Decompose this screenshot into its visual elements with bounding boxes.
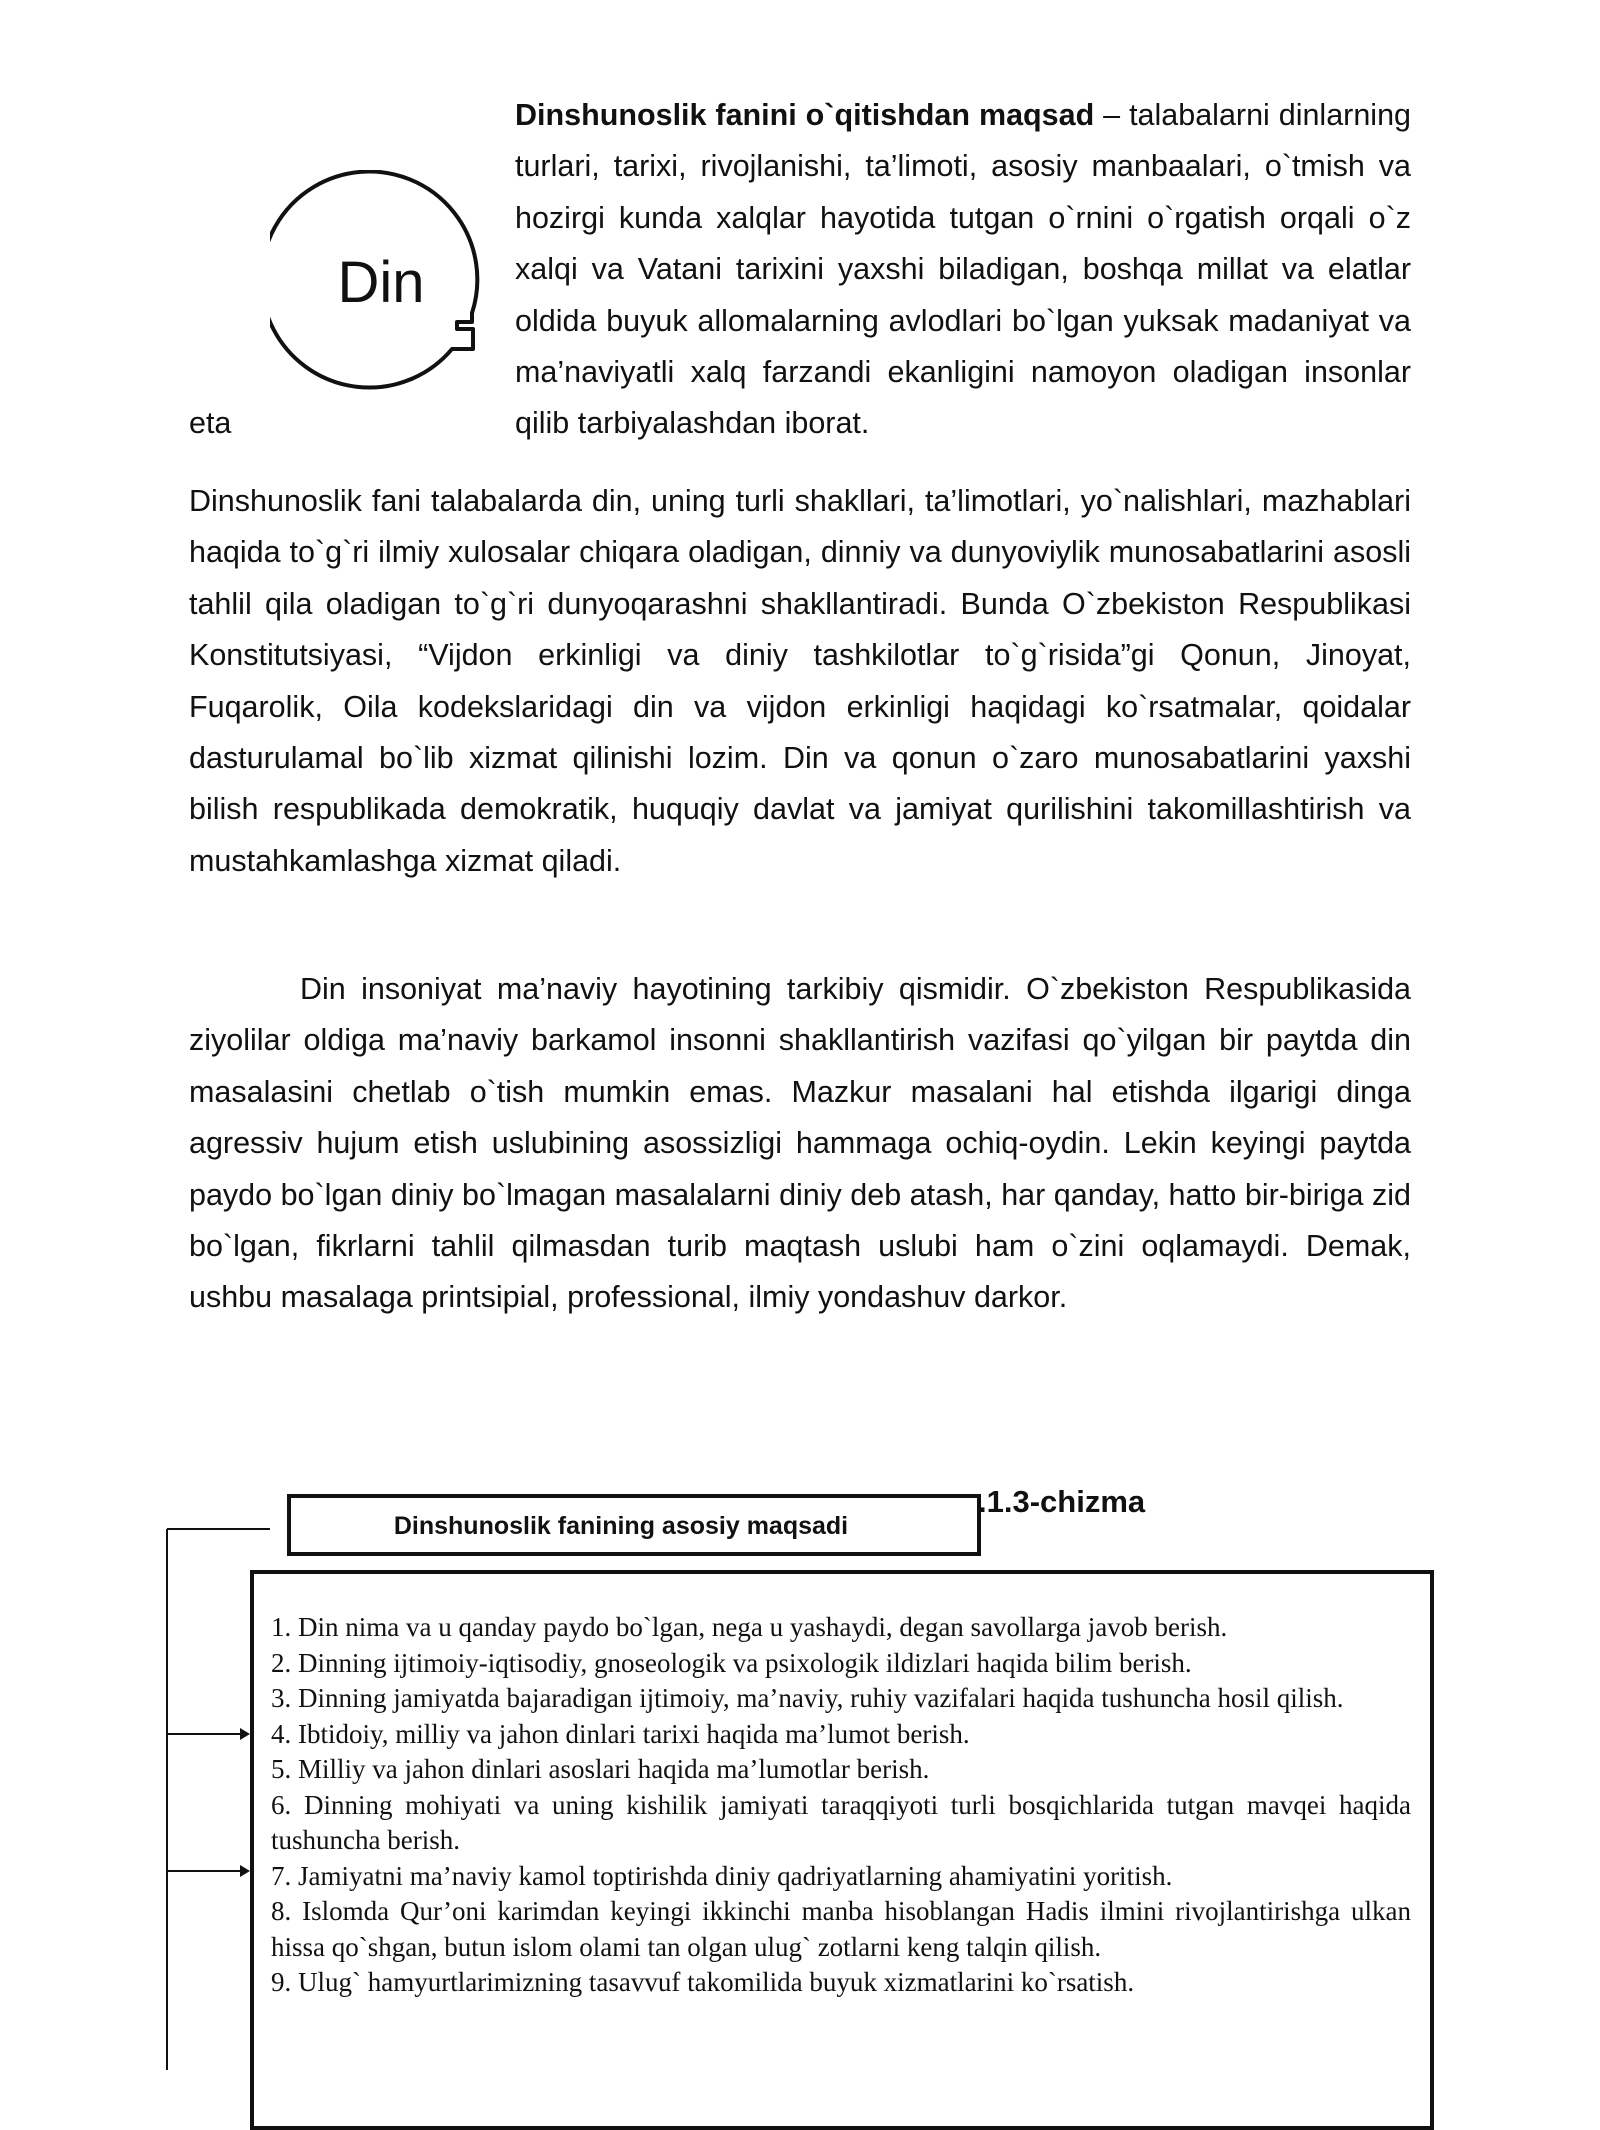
goal-list-item: 5. Milliy va jahon dinlari asoslari haqida ma’lumotlar berish. bbox=[271, 1754, 930, 1784]
paragraph-3: Din insoniyat ma’naviy hayotining tarkibiy qismidir. O`zbekiston Respublikasida ziyolilar oldiga ma’naviy barkamol insonni shakllantirish vazifasi qo`yilgan bir paytda din masalasini chetlab o`tish mumkin emas. Mazkur masalani hal etishda ilgarigi dinga agressiv hujum etish uslubining asossizligi hammaga ochiq-oydin. Lekin keyingi paytda paydo bo`lgan diniy bo`lmagan masalalarni diniy deb atash, har qanday, hatto bir-biriga zid bo`lgan, fikrlarni tahlil qilmasdan turib maqtash uslubi ham o`zini oqlamaydi. Demak, ushbu masalaga printsipial, professional, ilmiy yondashuv darkor. bbox=[189, 972, 1411, 1315]
paragraph-2: Dinshunoslik fani talabalarda din, uning turli shakllari, ta’limotlari, yo`nalishlari, mazhablari haqida to`g`ri ilmiy xulosalar chiqara oladigan, dinniy va dunyoviylik munosabatlarini asosli tahlil qila oladigan to`g`ri dunyoqarashni shakllantiradi. Bunda O`zbekiston Respublikasi Konstitutsiyasi, “Vijdon erkinligi va diniy tashkilotlar to`g`risida”gi Qonun, Jinoyat, Fuqarolik, Oila kodekslaridagi din va vijdon erkinligi haqidagi ko`rsatmalar, qoidalar dasturulamal bo`lib xizmat qilinishi lozim. Din va qonun o`zaro munosabatlarini yaxshi bilish respublikada demokratik, huquqiy davlat va jamiyat qurilishini takomillashtirish va mustahkamlashga xizmat qiladi. bbox=[189, 484, 1411, 878]
diagram-title-box bbox=[287, 1494, 981, 1556]
din-speech-bubble bbox=[270, 170, 495, 410]
intro-fragment-eta: eta bbox=[189, 406, 232, 440]
diagram-connector-arrows bbox=[150, 1510, 270, 2070]
diagram-title: Dinshunoslik fanining asosiy maqsadi bbox=[393, 1512, 849, 1540]
goal-list-item: 7. Jamiyatni ma’naviy kamol toptirishda diniy qadriyatlarning ahamiyatini yoritish. bbox=[271, 1860, 1173, 1891]
goal-list-item: 1. Din nima va u qanday paydo bo`lgan, nega u yashaydi, degan savollarga javob berish. bbox=[271, 1612, 1228, 1642]
diagram-caption: .1.3-chizma bbox=[978, 1484, 1146, 1519]
arrow-right-icon bbox=[240, 1865, 250, 1877]
intro-bold-lead: Dinshunoslik fanini o`qitishdan maqsad bbox=[515, 98, 1095, 132]
arrow-right-icon bbox=[240, 1728, 250, 1740]
goal-list-item: 6. Dinning mohiyati va uning kishilik jamiyati taraqqiyoti turli bosqichlarida tutgan mavqei haqida tushuncha berish. bbox=[271, 1789, 1411, 1855]
intro-text: – talabalarni dinlarning turlari, tarixi, rivojlanishi, ta’limoti, asosiy manbaalari, o`tmish va hozirgi kunda xalqlar hayotida tutgan o`rnini o`rgatish orqali o`z xalqi va Vatani tarixini yaxshi biladigan, boshqa millat va elatlar oldida buyuk allomalarning avlodlari bo`lgan yuksak madaniyat va ma’naviyatli xalq farzandi ekanligini namoyon oladigan insonlar qilib tarbiyalashdan iborat. bbox=[515, 98, 1411, 441]
goal-list-item: 4. Ibtidoiy, milliy va jahon dinlari tarixi haqida ma’lumot berish. bbox=[271, 1718, 970, 1749]
goal-list-item: 3. Dinning jamiyatda bajaradigan ijtimoiy, ma’naviy, ruhiy vazifalari haqida tushuncha hosil qilish. bbox=[271, 1683, 1344, 1713]
din-label: Din bbox=[337, 250, 425, 315]
goal-list-item: 8. Islomda Qur’oni karimdan keyingi ikkinchi manba hisoblangan Hadis ilmini rivojlantirishga ulkan hissa qo`shgan, butun islom olami tan olgan ulug` zotlarni keng talqin qilish. bbox=[271, 1896, 1411, 1962]
diagram-goal-list bbox=[271, 1610, 1411, 2001]
goal-list-item: 2. Dinning ijtimoiy-iqtisodiy, gnoseologik va psixologik ildizlari haqida bilim berish. bbox=[271, 1647, 1192, 1678]
goal-list-item: 9. Ulug` hamyurtlarimizning tasavvuf takomilida buyuk xizmatlarini ko`rsatish. bbox=[271, 1967, 1135, 1997]
